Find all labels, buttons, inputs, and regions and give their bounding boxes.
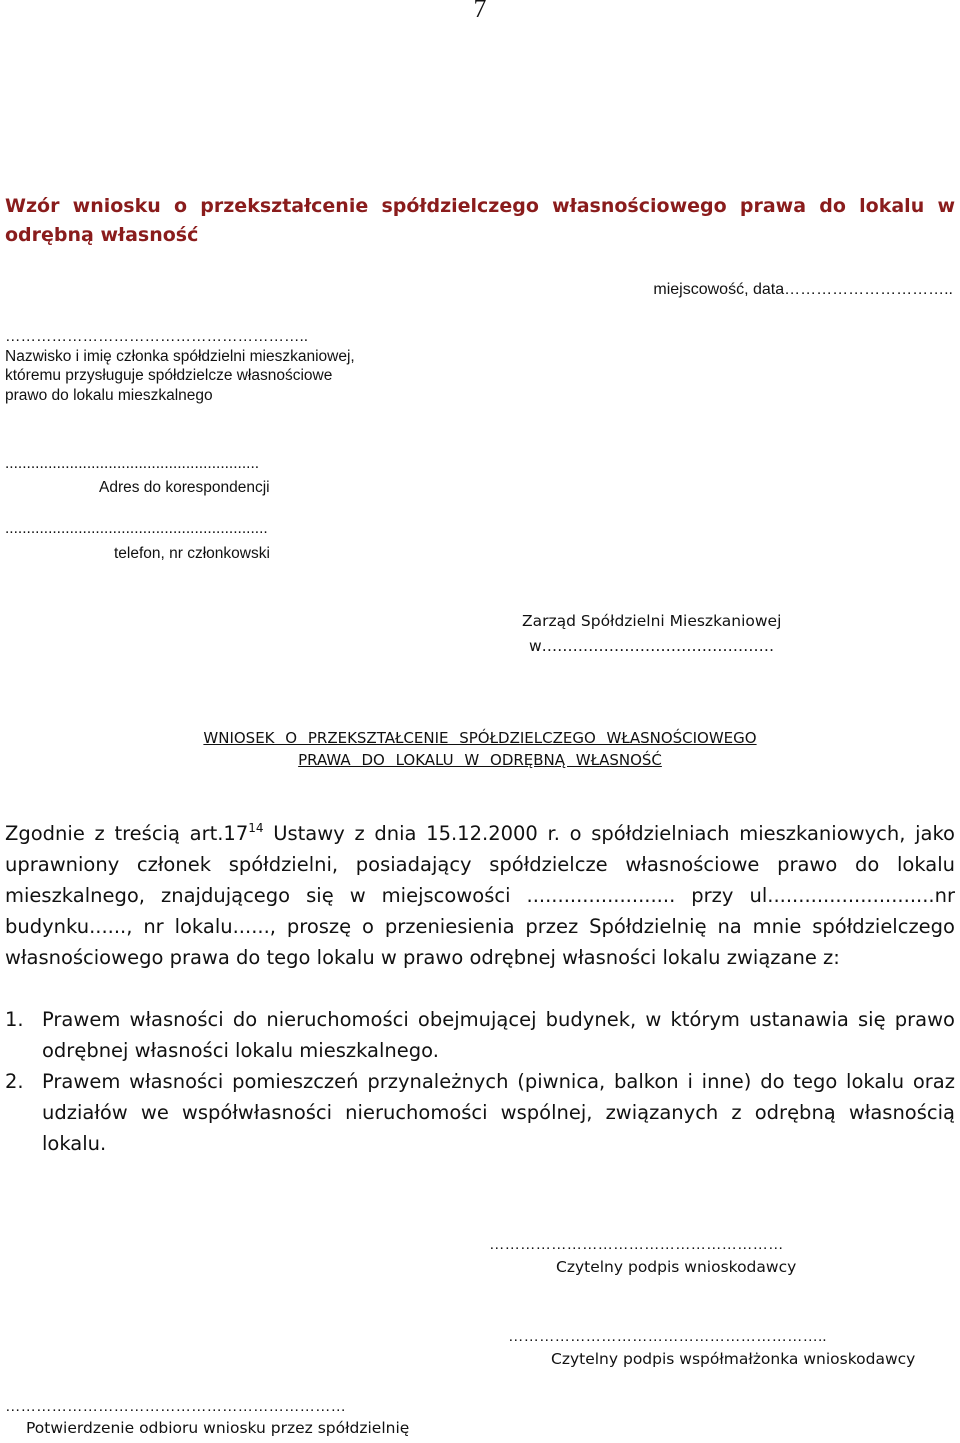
body-lead: Zgodnie z treścią art.17 bbox=[5, 822, 249, 845]
list-item-text: Prawem własności do nieruchomości obejmującej budynek, w którym ustanawia się prawo odrębnej własności lokalu mieszkalnego. bbox=[42, 1008, 955, 1062]
list-item bbox=[5, 1066, 955, 1159]
body-rest: Ustawy z dnia 15.12.2000 r. o spółdzielniach mieszkaniowych, jako uprawniony członek spółdzielni, posiadający spółdzielcze własnościowe prawo do lokalu mieszkalnego, znajdującego się w miejscowości ........................ przy ul...........................nr budynku......, nr lokalu......, proszę o przeniesienia przez Spółdzielnię na mnie spółdzielczego własnościowego prawa do tego lokalu w prawo odrębnej własności lokalu związane z: bbox=[5, 822, 955, 969]
list-item bbox=[5, 1004, 955, 1066]
application-heading-line-1: WNIOSEK O PRZEKSZTAŁCENIE SPÓŁDZIELCZEGO WŁASNOŚCIOWEGO bbox=[203, 729, 757, 747]
sender-label-line-3: prawo do lokalu mieszkalnego bbox=[5, 386, 213, 404]
sender-name-dots: ………………………………………………….. bbox=[5, 328, 309, 345]
sender-label-line-2: któremu przysługuje spółdzielcze własnościowe bbox=[5, 367, 333, 384]
application-body bbox=[5, 818, 955, 973]
article-superscript: 14 bbox=[248, 821, 264, 835]
address-dots: ........................................................... bbox=[5, 455, 260, 472]
phone-dots: ............................................................. bbox=[5, 520, 268, 537]
place-and-date-field: miejscowość, data………………………….. bbox=[653, 281, 953, 298]
address-label: Adres do korespondencji bbox=[99, 479, 270, 496]
recipient-board: Zarząd Spółdzielni Mieszkaniowej bbox=[522, 612, 782, 630]
applicant-signature-label: Czytelny podpis wnioskodawcy bbox=[556, 1258, 797, 1276]
document-title: Wzór wniosku o przekształcenie spółdzielczego własnościowego prawa do lokalu w odrębną własność bbox=[5, 195, 955, 246]
spouse-signature-label: Czytelny podpis współmałżonka wnioskodawcy bbox=[551, 1350, 916, 1368]
list-item-text: Prawem własności pomieszczeń przynależnych (piwnica, balkon i inne) do tego lokalu oraz udziałów we współwłasności nieruchomości wspólnej, związanych z odrębną własnością lokalu. bbox=[42, 1070, 955, 1155]
sender-block bbox=[5, 327, 355, 405]
list-item-number: 2. bbox=[5, 1070, 24, 1093]
applicant-signature-dots: ………………………………………………… bbox=[489, 1236, 784, 1253]
application-heading-line-2: PRAWA DO LOKALU W ODRĘBNĄ WŁASNOŚĆ bbox=[298, 751, 662, 769]
page-number: 7 bbox=[473, 0, 487, 23]
phone-label: telefon, nr członkowski bbox=[114, 545, 270, 562]
recipient-location: w……………………………………… bbox=[529, 637, 775, 655]
list-item-number: 1. bbox=[5, 1008, 24, 1031]
spouse-signature-dots: …………………………………………………….. bbox=[508, 1328, 827, 1345]
receipt-label: Potwierdzenie odbioru wniosku przez spółdzielnię bbox=[26, 1419, 410, 1437]
sender-label-line-1: Nazwisko i imię członka spółdzielni mieszkaniowej, bbox=[5, 347, 355, 365]
receipt-dots: ………………………………………………………… bbox=[5, 1398, 346, 1415]
